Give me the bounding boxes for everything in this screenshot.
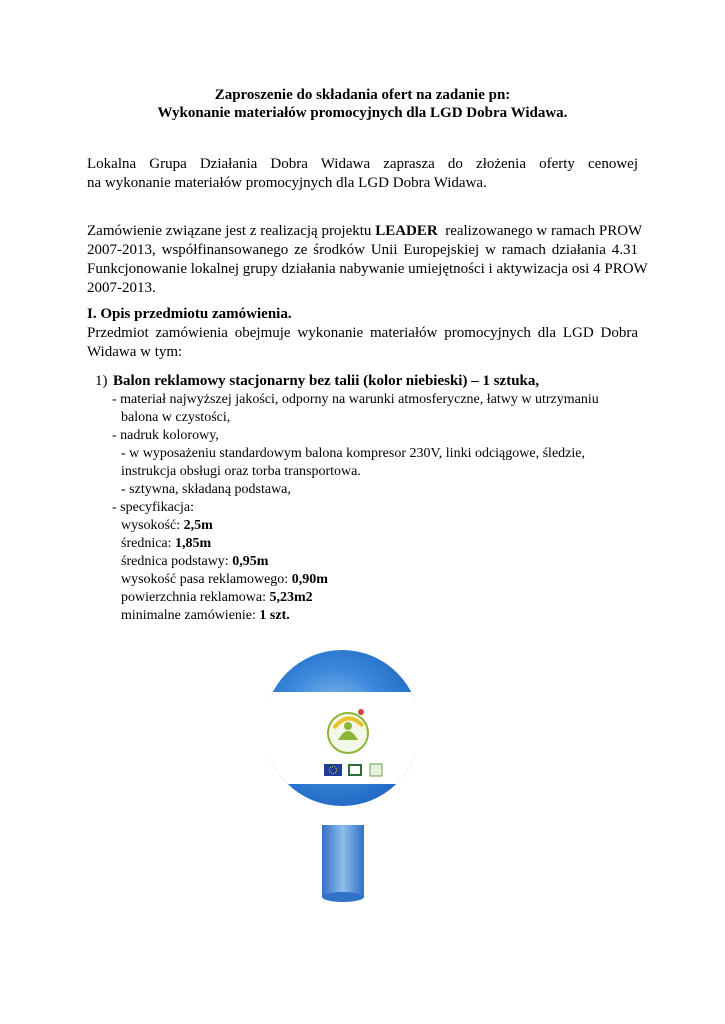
- section-line-2: Widawa w tym:: [87, 344, 183, 360]
- spec-label: minimalne zamówienie:: [121, 608, 260, 623]
- spec-height: [121, 516, 213, 535]
- spec-value: 1 szt.: [259, 608, 290, 623]
- spec-diameter: [121, 534, 211, 553]
- item-line-2: balona w czystości,: [121, 410, 231, 425]
- item-title: Balon reklamowy stacjonarny bez talii (kolor niebieski) – 1 sztuka,: [113, 373, 540, 389]
- project-line-1: [87, 222, 642, 241]
- item-line-4: - w wyposażeniu standardowym balona kompresor 230V, linki odciągowe, śledzie,: [121, 446, 585, 461]
- project-leader: LEADER: [375, 223, 438, 239]
- spec-label: średnica:: [121, 536, 176, 551]
- project-line-2: 2007-2013, współfinansowanego ze środków Unii Europejskiej w ramach działania 4.31: [87, 242, 638, 258]
- intro-line-2: na wykonanie materiałów promocyjnych dla LGD Dobra Widawa.: [87, 175, 487, 191]
- spec-band-height: [121, 570, 328, 589]
- balloon-base: [322, 825, 364, 897]
- spec-label: wysokość pasa reklamowego:: [121, 572, 292, 587]
- item-line-3: - nadruk kolorowy,: [112, 428, 219, 443]
- spec-value: 0,95m: [232, 554, 269, 569]
- project-suffix: realizowanego w ramach PROW: [437, 223, 643, 239]
- document-title-line-1: Zaproszenie do składania ofert na zadanie pn:: [214, 87, 511, 103]
- project-line-3: Funkcjonowanie lokalnej grupy działania nabywanie umiejętności i aktywizacja osi 4 PROW: [87, 261, 648, 277]
- item-line-6: - sztywna, składaną podstawa,: [121, 482, 291, 497]
- intro-line-1: Lokalna Grupa Działania Dobra Widawa zaprasza do złożenia oferty cenowej: [87, 156, 638, 172]
- spec-value: 2,5m: [183, 518, 213, 533]
- spec-base-diameter: [121, 552, 268, 571]
- item-line-1: - materiał najwyższej jakości, odporny na warunki atmosferyczne, łatwy w utrzymaniu: [112, 392, 599, 407]
- spec-label: wysokość:: [121, 518, 184, 533]
- item-line-5: instrukcja obsługi oraz torba transportowa.: [121, 464, 361, 479]
- spec-min-order: [121, 606, 290, 625]
- spec-label: średnica podstawy:: [121, 554, 233, 569]
- spec-ad-area: [121, 588, 313, 607]
- project-prefix: Zamówienie związane jest z realizacją projektu: [87, 223, 376, 239]
- eu-flag-icon: [324, 764, 342, 776]
- advertising-balloon-image: [268, 640, 416, 920]
- spec-value: 5,23m2: [269, 590, 313, 605]
- spec-label: powierzchnia reklamowa:: [121, 590, 270, 605]
- item-number: 1): [95, 373, 108, 389]
- document-title-line-2: Wykonanie materiałów promocyjnych dla LGD Dobra Widawa.: [157, 105, 568, 121]
- prow-logo-icon: [370, 764, 382, 776]
- project-line-4: 2007-2013.: [87, 280, 156, 296]
- section-heading: I. Opis przedmiotu zamówienia.: [87, 306, 292, 322]
- spec-value: 0,90m: [291, 572, 328, 587]
- section-line-1: Przedmiot zamówienia obejmuje wykonanie materiałów promocyjnych dla LGD Dobra: [87, 325, 638, 341]
- item-line-7: - specyfikacja:: [112, 500, 195, 515]
- spec-value: 1,85m: [175, 536, 212, 551]
